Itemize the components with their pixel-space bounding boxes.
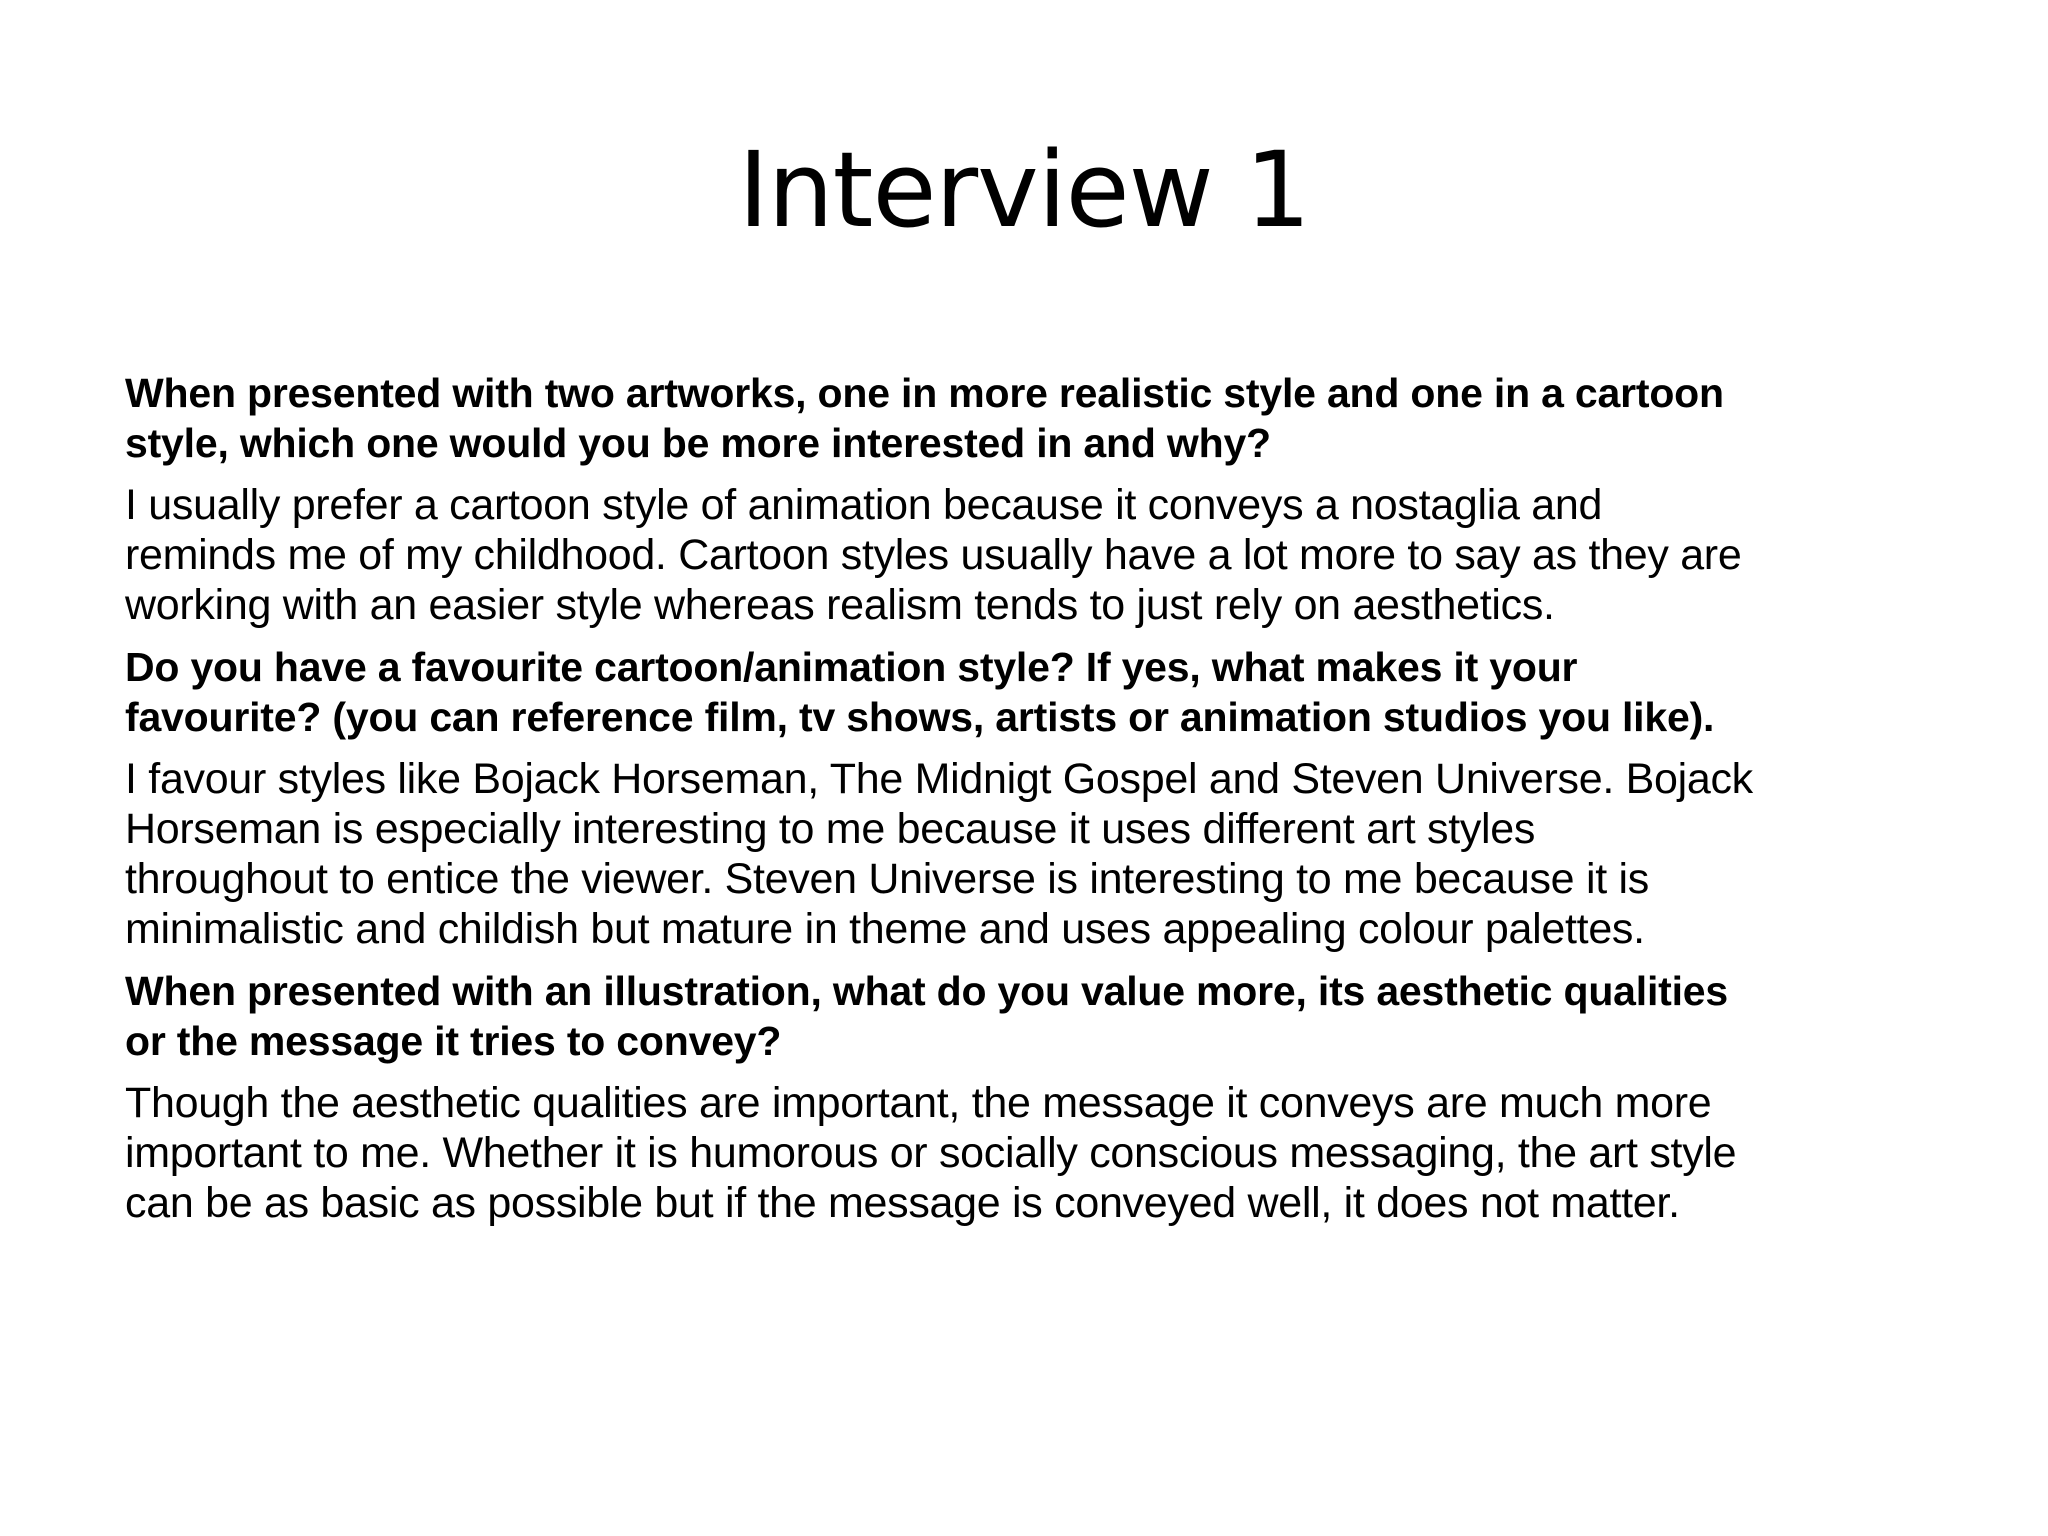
answer-line: I favour styles like Bojack Horseman, The Midnigt Gospel and Steven Universe. Bojack xyxy=(125,755,1753,803)
answer-line: can be as basic as possible but if the message is conveyed well, it does not matter. xyxy=(125,1179,1680,1227)
slide-title: Interview 1 xyxy=(738,129,1310,251)
question-line: Do you have a favourite cartoon/animation style? If yes, what makes it your xyxy=(125,644,1578,690)
answer-line: reminds me of my childhood. Cartoon styles usually have a lot more to say as they are xyxy=(125,531,1742,579)
answer-line: I usually prefer a cartoon style of animation because it conveys a nostaglia and xyxy=(125,481,1603,529)
question-3 xyxy=(125,966,1965,1066)
answer-line: throughout to entice the viewer. Steven Universe is interesting to me because it is xyxy=(125,855,1649,903)
answer-3 xyxy=(125,1078,1965,1228)
question-1 xyxy=(125,368,1965,468)
question-line: or the message it tries to convey? xyxy=(125,1018,782,1064)
question-line: style, which one would you be more interested in and why? xyxy=(125,420,1271,466)
slide-content xyxy=(125,368,1965,1240)
answer-line: minimalistic and childish but mature in theme and uses appealing colour palettes. xyxy=(125,905,1645,953)
question-line: favourite? (you can reference film, tv shows, artists or animation studios you like). xyxy=(125,694,1715,740)
answer-line: working with an easier style whereas realism tends to just rely on aesthetics. xyxy=(125,581,1555,629)
answer-line: Though the aesthetic qualities are important, the message it conveys are much more xyxy=(125,1079,1712,1127)
question-line: When presented with an illustration, what do you value more, its aesthetic qualities xyxy=(125,968,1729,1014)
answer-line: important to me. Whether it is humorous or socially conscious messaging, the art style xyxy=(125,1129,1737,1177)
answer-line: Horseman is especially interesting to me because it uses different art styles xyxy=(125,805,1536,853)
question-2 xyxy=(125,642,1965,742)
answer-1 xyxy=(125,480,1965,630)
answer-2 xyxy=(125,754,1965,954)
question-line: When presented with two artworks, one in more realistic style and one in a cartoon xyxy=(125,370,1724,416)
